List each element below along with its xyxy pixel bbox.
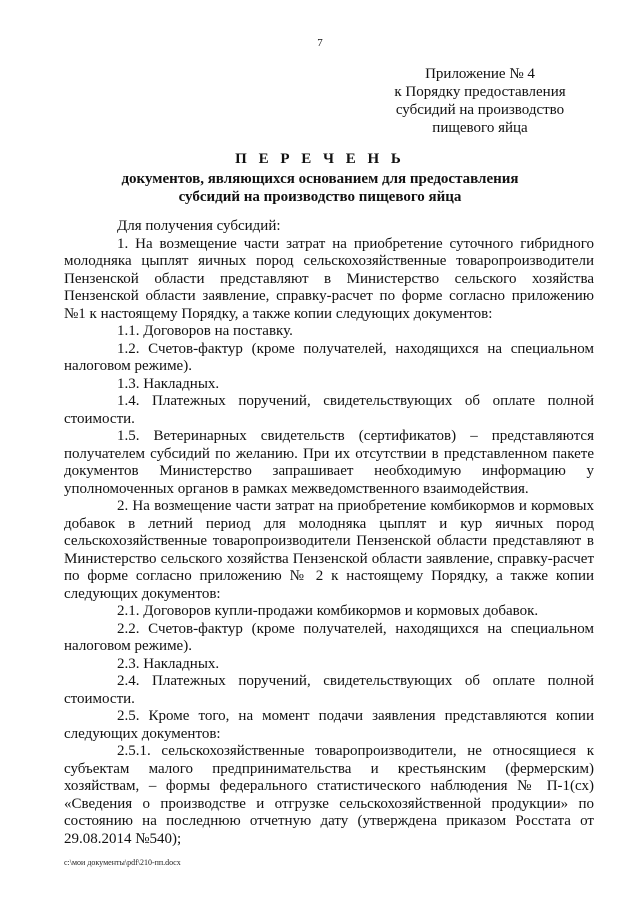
file-path-footer: c:\мои документы\pdf\210-пп.docx xyxy=(64,858,181,867)
paragraph: 2.5. Кроме того, на момент подачи заявления представляются копии следующих документов: xyxy=(64,708,594,742)
appendix-line-2: к Порядку предоставления xyxy=(394,84,566,100)
paragraph: 2.2. Счетов-фактур (кроме получателей, находящихся на специальном налоговом режиме). xyxy=(64,620,594,654)
appendix-line-3: субсидий на производство xyxy=(395,102,565,118)
appendix-header xyxy=(380,65,580,137)
title-subtitle-2: субсидий на производство пищевого яйца xyxy=(178,189,462,205)
paragraph: 2.4. Платежных поручений, свидетельствующих об оплате полной стоимости. xyxy=(64,673,594,707)
title-subtitle-1: документов, являющихся основанием для предоставления xyxy=(121,171,519,187)
paragraph: 2.1. Договоров купли-продажи комбикормов и кормовых добавок. xyxy=(117,603,539,619)
paragraph: 1.1. Договоров на поставку. xyxy=(117,323,293,339)
page-number: 7 xyxy=(317,37,323,49)
document-title xyxy=(80,150,560,206)
appendix-line-1: Приложение № 4 xyxy=(425,66,535,82)
title-main: П Е Р Е Ч Е Н Ь xyxy=(235,151,405,167)
paragraph: 1.5. Ветеринарных свидетельств (сертификатов) – представляются получателем субсидий по желанию. При их отсутствии в представленном пакете документов Министерство запрашивает необходимую информацию у уполномоченных органов в рамках межведомственного взаимодействия. xyxy=(64,428,594,497)
paragraph: 1. На возмещение части затрат на приобретение суточного гибридного молодняка цыплят яичных пород сельскохозяйственные товаропроизводители Пензенской области представляют в Министерство сельского хозяйства Пензенской области заявление, справку-расчет по форме согласно приложению №1 к настоящему Порядку, а также копии следующих документов: xyxy=(64,235,594,322)
paragraph: Для получения субсидий: xyxy=(117,218,281,234)
document-body xyxy=(64,218,594,848)
appendix-line-4: пищевого яйца xyxy=(432,120,528,136)
paragraph: 2.3. Накладных. xyxy=(117,655,220,672)
paragraph: 1.2. Счетов-фактур (кроме получателей, находящихся на специальном налоговом режиме). xyxy=(64,340,594,374)
paragraph: 1.3. Накладных. xyxy=(117,375,220,392)
paragraph: 1.4. Платежных поручений, свидетельствующих об оплате полной стоимости. xyxy=(64,393,594,427)
paragraph: 2.5.1. сельскохозяйственные товаропроизводители, не относящиеся к субъектам малого предпринимательства и крестьянским (фермерским) хозяйствам, – формы федерального статистического наблюдения № П-1(сх) «Сведения о производстве и отгрузке сельскохозяйственной продукции» по состоянию на последнюю отчетную дату (утверждена приказом Росстата от 29.08.2014 №540); xyxy=(64,743,594,847)
paragraph: 2. На возмещение части затрат на приобретение комбикормов и кормовых добавок в летний период для молодняка цыплят и кур яичных пород сельскохозяйственные товаропроизводители Пензенской области представляют в Министерство сельского хозяйства Пензенской области заявление, справку-расчет по форме согласно приложению № 2 к настоящему Порядку, а также копии следующих документов: xyxy=(64,498,594,602)
